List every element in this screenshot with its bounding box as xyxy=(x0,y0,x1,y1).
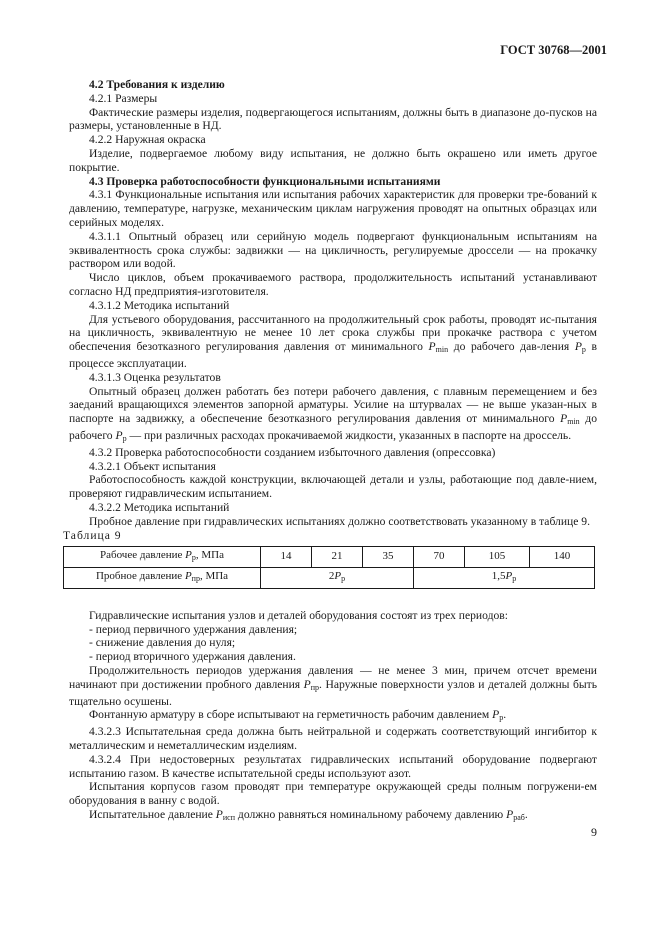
section-4-3-1-2-text: Для устьевого оборудования, рассчитанного на продолжительный срок работы, проводят ис-пытания на цикличность, эквивалентную не менее 10 лет срока службы при прокачке раствора с учетом обеспечения безотказного регулирования давления от минимального $P_{min}$ до рабочего дав-ления $P_р$ в процессе эксплуатации. xyxy=(69,312,597,370)
table-row xyxy=(64,547,595,568)
section-4-3-1-1-text-2: Число циклов, объем прокачиваемого раствора, продолжительность испытаний устанавливают согласно НД предприятия-изготовителя. xyxy=(69,271,597,298)
section-4-2-title: 4.2 Требования к изделию xyxy=(89,78,225,91)
table-cell: 70 xyxy=(413,547,464,568)
table-cell: 140 xyxy=(529,547,594,568)
list-item: - снижение давления до нуля; xyxy=(89,636,236,650)
fountain-text: Фонтанную арматуру в сборе испытывают на герметичность рабочим давлением $P_р$. xyxy=(89,708,507,723)
table-cell: $2P_р$ xyxy=(261,568,414,589)
section-4-2-1-title: 4.2.1 Размеры xyxy=(89,91,158,105)
section-4-2-1-text: Фактические размеры изделия, подвергающегося испытаниям, должны быть в диапазоне до-пусков на размеры, установленные в НД. xyxy=(69,105,597,133)
table-9 xyxy=(63,546,595,589)
list-item: - период первичного удержания давления; xyxy=(89,622,298,636)
table-row xyxy=(64,568,595,589)
section-4-3-1-text: 4.3.1 Функциональные испытания или испытания рабочих характеристик для проверки тре-бований к давлению, температуре, нагрузке, механическим циклам нагружения проводят на опытных образцах или серийных моделях. xyxy=(69,188,597,229)
gas-test-text: Испытания корпусов газом проводят при температуре окружающей среды полным погружени-ем оборудования в ванну с водой. xyxy=(69,780,597,808)
section-4-3-2-title: 4.3.2 Проверка работоспособности созданием избыточного давления (опрессовка) xyxy=(89,445,496,459)
section-4-3-1-1-text: 4.3.1.1 Опытный образец или серийную модель подвергают функциональным испытаниям на эквивалентность срока службы: задвижки — на цикличность, регулируемые дроссели — на прокачку раствором или водой. xyxy=(69,229,597,271)
section-4-3-1-3-title: 4.3.1.3 Оценка результатов xyxy=(89,370,221,384)
table-cell: 14 xyxy=(261,547,312,568)
table-row-label: Рабочее давление $P_р$, МПа xyxy=(64,547,261,568)
table-cell: $1,5P_р$ xyxy=(413,568,594,589)
table-cell: 21 xyxy=(311,547,362,568)
standard-designation: ГОСТ 30768—2001 xyxy=(500,43,607,57)
table-cell: 105 xyxy=(464,547,529,568)
periods-list xyxy=(89,623,597,664)
section-4-3-title: 4.3 Проверка работоспособности функциональными испытаниями xyxy=(89,174,441,188)
section-4-3-1-3-text: Опытный образец должен работать без потери рабочего давления, с плавным перемещением и без заеданий вращающихся элементов запорной арматуры. Усилие на штурвалах — не выше указан-ных в паспорте на задвижку, а обеспечение безотказного регулирования давления от минимального $P_{min}$ до рабочего $P_р$ — при различных расходах прокачиваемой жидкости, указанных в паспорте на дроссель. xyxy=(69,384,597,443)
test-pressure-text: Испытательное давление $P_{исп}$ должно равняться номинальному рабочему давлению $P_{раб}$. xyxy=(89,808,528,823)
hydro-intro-text: Гидравлические испытания узлов и деталей оборудования состоят из трех периодов: xyxy=(89,608,508,622)
list-item: - период вторичного удержания давления. xyxy=(89,650,296,664)
section-4-2-2-title: 4.2.2 Наружная окраска xyxy=(89,133,206,147)
section-4-3-2-2-title: 4.3.2.2 Методика испытаний xyxy=(89,500,230,514)
section-4-3-2-1-title: 4.3.2.1 Объект испытания xyxy=(89,459,216,473)
section-4-3-2-4-text: 4.3.2.4 При недостоверных результатах гидравлических испытаний оборудование подвергают испытанию газом. В качестве испытательной среды используют азот. xyxy=(69,752,597,780)
section-4-2-2-text: Изделие, подвергаемое любому виду испытания, не должно быть окрашено или иметь другое покрытие. xyxy=(69,146,597,174)
table-9-caption: Таблица 9 xyxy=(63,528,122,542)
table-row-label: Пробное давление $P_{пр}$, МПа xyxy=(64,568,261,589)
page-number: 9 xyxy=(591,825,597,839)
section-4-3-2-2-text: Пробное давление при гидравлических испытаниях должно соответствовать указанному в таблице 9. xyxy=(89,514,590,528)
document-body xyxy=(63,78,597,825)
duration-text: Продолжительность периодов удержания давления — не менее 3 мин, причем отсчет времени начинают при достижении пробного давления $P_{пр}$. Наружные поверхности узлов и деталей должны быть тщательно осушены. xyxy=(69,664,597,708)
table-cell: 35 xyxy=(362,547,413,568)
section-4-3-2-1-text: Работоспособность каждой конструкции, включающей детали и узлы, работающие под давле-нием, проверяют гидравлическим испытанием. xyxy=(69,473,597,501)
section-4-3-2-3-text: 4.3.2.3 Испытательная среда должна быть нейтральной и содержать соответствующий ингибитор к металлическим и неметаллическим изделиям. xyxy=(69,725,597,753)
section-4-3-1-2-title: 4.3.1.2 Методика испытаний xyxy=(89,298,230,312)
